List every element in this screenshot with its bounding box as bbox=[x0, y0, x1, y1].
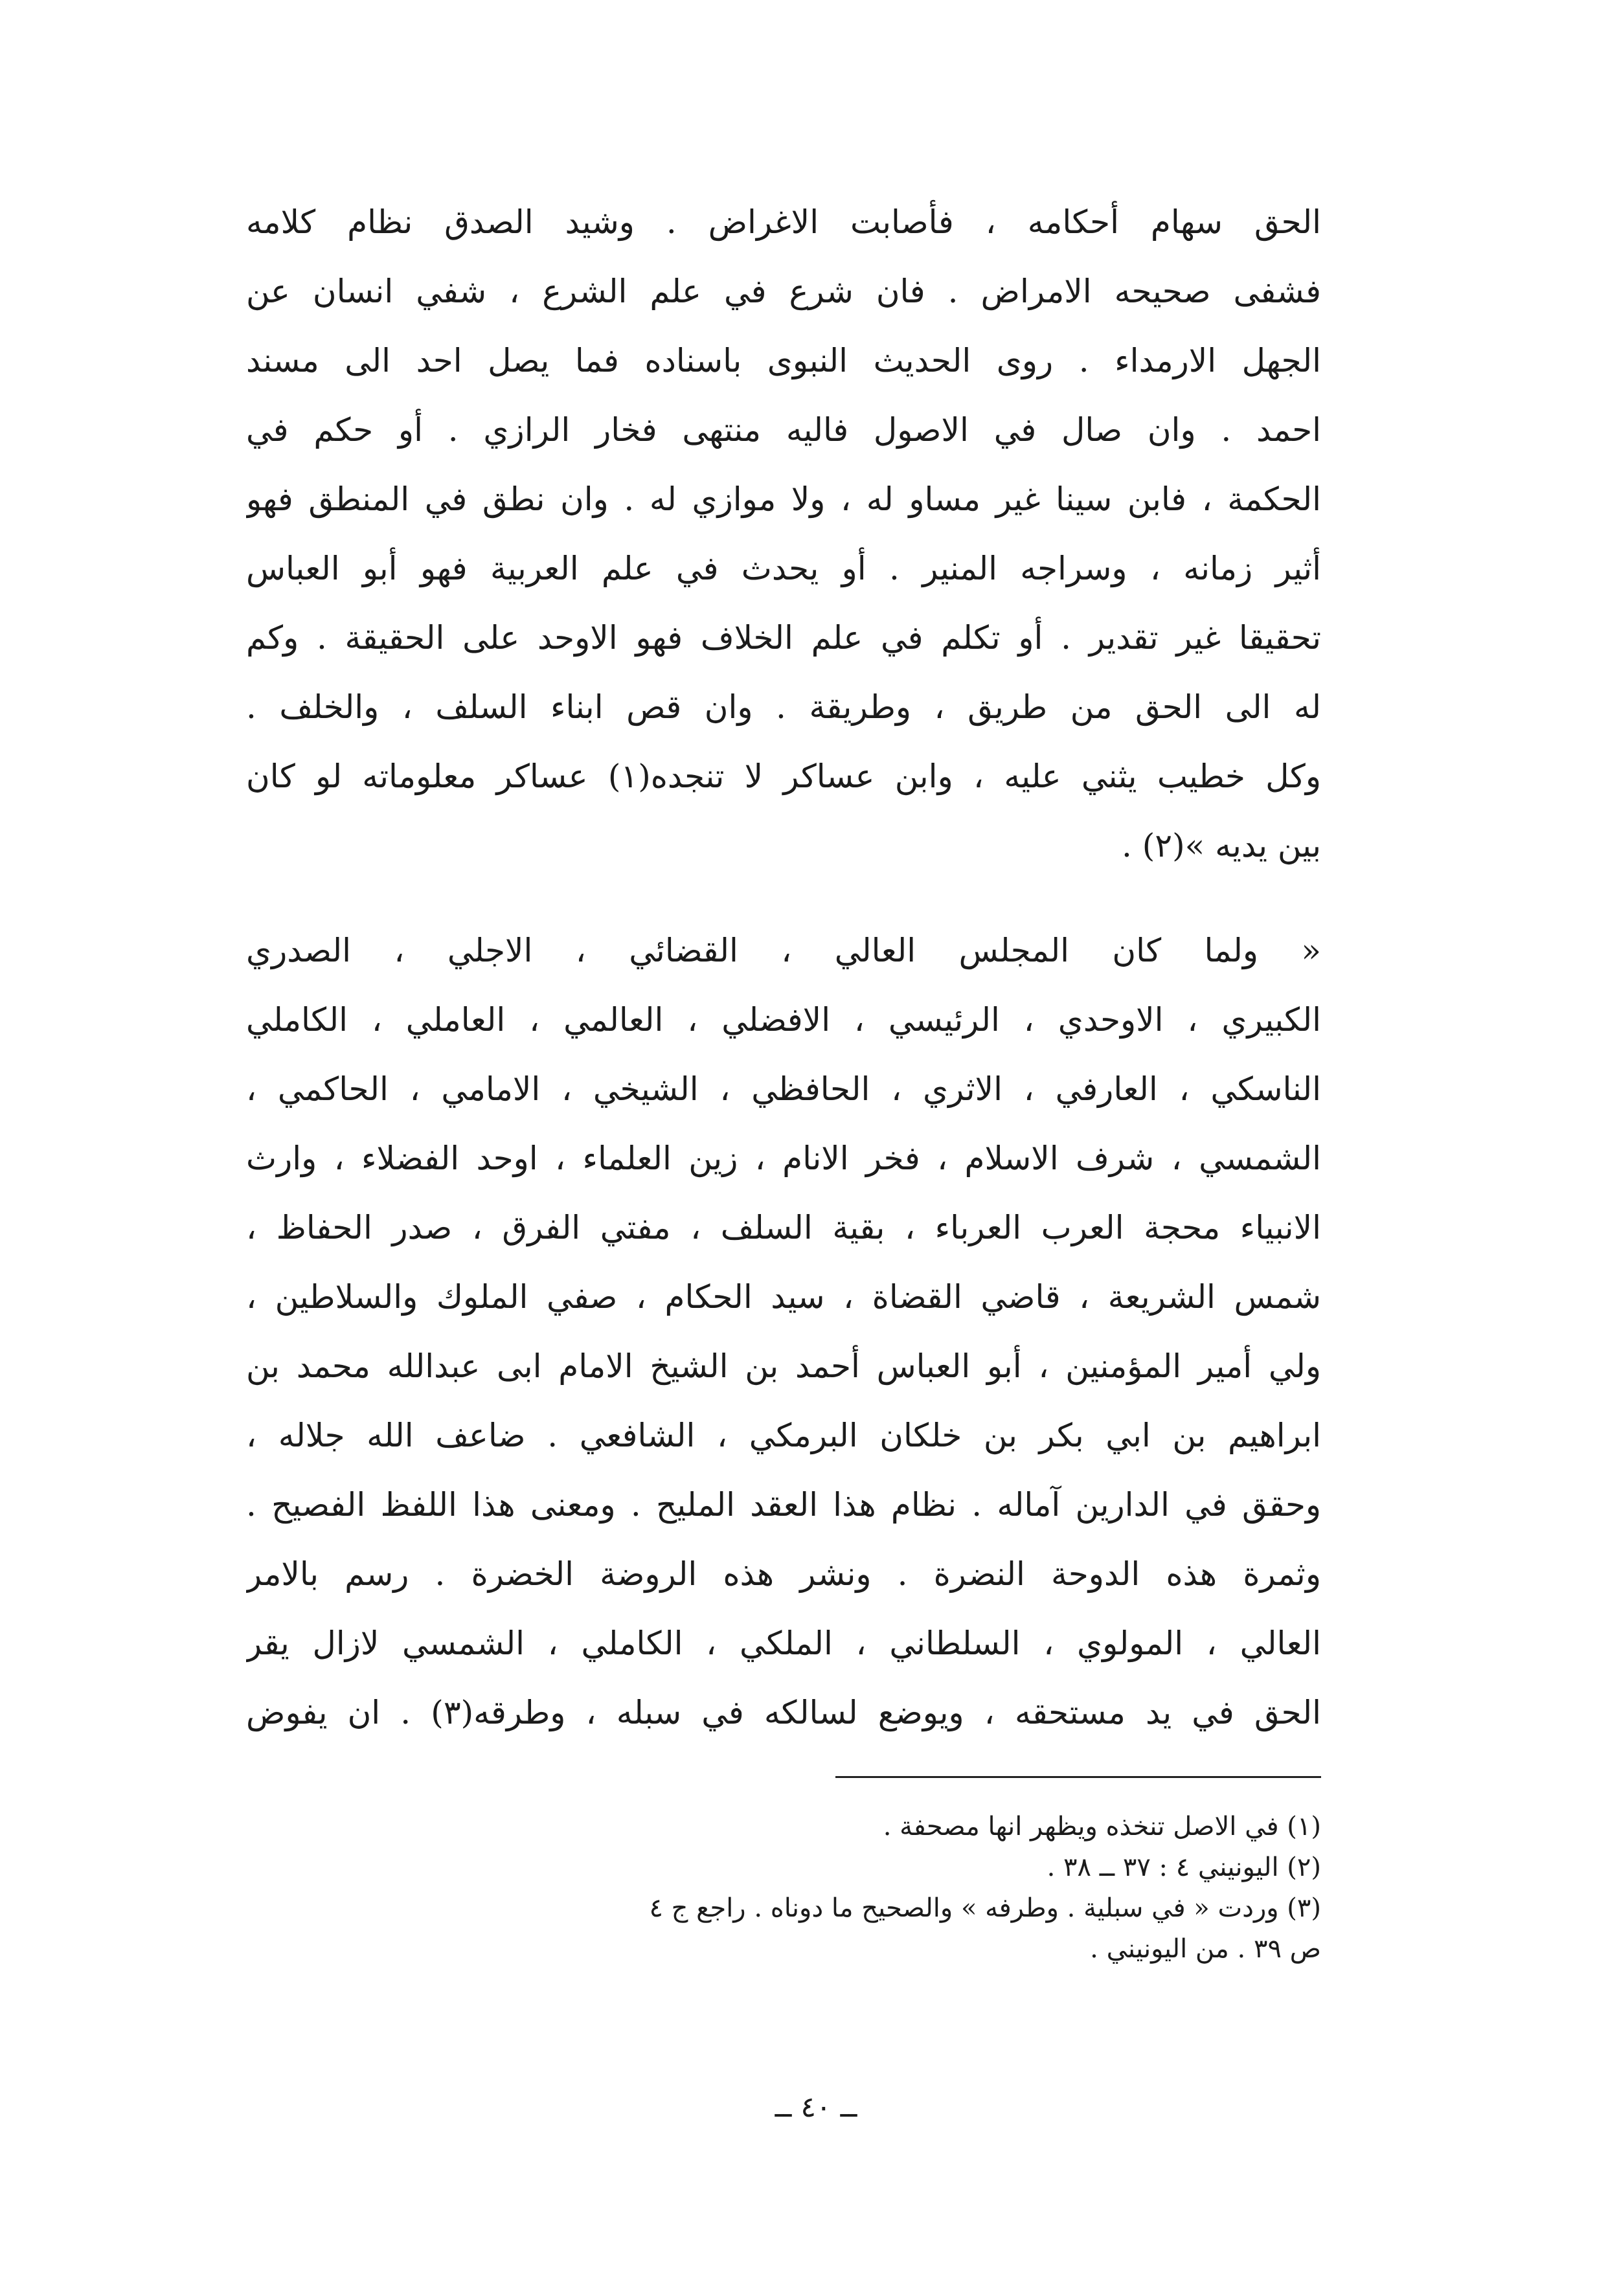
footnote: (٢) اليونيني ٤ : ٣٧ ــ ٣٨ . bbox=[1047, 1852, 1321, 1882]
text-line: الكبيري ، الاوحدي ، الرئيسي ، الافضلي ، العالمي ، العاملي ، الكاملي bbox=[246, 1001, 1321, 1039]
text-line: ولي أمير المؤمنين ، أبو العباس أحمد بن الشيخ الامام ابى عبدالله محمد بن bbox=[246, 1347, 1321, 1385]
text-line: وحقق في الدارين آماله . نظام هذا العقد المليح . ومعنى هذا اللفظ الفصيح . bbox=[246, 1486, 1321, 1524]
text-line: العالي ، المولوي ، السلطاني ، الملكي ، الكاملي ، الشمسي لازال يقر bbox=[246, 1625, 1321, 1662]
page-number: ــ ٤٠ ــ bbox=[775, 2091, 857, 2124]
text-line: الشمسي ، شرف الاسلام ، فخر الانام ، زين العلماء ، اوحد الفضلاء ، وارث bbox=[246, 1140, 1321, 1177]
text-line: الجهل الارمداء . روى الحديث النبوى باسناده فما يصل احد الى مسند bbox=[246, 342, 1321, 379]
text-line: احمد . وان صال في الاصول فاليه منتهى فخار الرازي . أو حكم في bbox=[246, 411, 1321, 449]
text-line: الانبياء محجة العرب العرباء ، بقية السلف ، مفتي الفرق ، صدر الحفاظ ، bbox=[246, 1209, 1321, 1246]
text-line: بين يديه »(٢) . bbox=[1122, 827, 1321, 864]
footnote: ص ٣٩ . من اليونيني . bbox=[1090, 1934, 1321, 1964]
text-line: وثمرة هذه الدوحة النضرة . ونشر هذه الروضة الخضرة . رسم بالامر bbox=[246, 1555, 1321, 1593]
footnote-separator bbox=[835, 1776, 1321, 1778]
text-line: الحكمة ، فابن سينا غير مساو له ، ولا موازي له . وان نطق في المنطق فهو bbox=[246, 480, 1321, 518]
text-line: الحق سهام أحكامه ، فأصابت الاغراض . وشيد الصدق نظام كلامه bbox=[246, 203, 1321, 241]
footnote: (٣) وردت « في سبلية . وطرفه » والصحيح ما دوناه . راجع ج ٤ bbox=[649, 1893, 1321, 1923]
text-line: فشفى صحيحه الامراض . فان شرع في علم الشرع ، شفي انسان عن bbox=[246, 273, 1321, 310]
text-line: تحقيقا غير تقدير . أو تكلم في علم الخلاف فهو الاوحد على الحقيقة . وكم bbox=[246, 619, 1321, 657]
body-paragraph-1 bbox=[246, 188, 1321, 881]
text-line: الحق في يد مستحقه ، ويوضع لسالكه في سبله ، وطرقه(٣) . ان يفوض bbox=[246, 1694, 1321, 1731]
body-paragraph-2 bbox=[246, 916, 1321, 1748]
text-line: أثير زمانه ، وسراجه المنير . أو يحدث في علم العربية فهو أبو العباس bbox=[246, 550, 1321, 587]
text-line: « ولما كان المجلس العالي ، القضائي ، الاجلي ، الصدري bbox=[246, 932, 1321, 969]
footnote: (١) في الاصل تنخذه ويظهر انها مصحفة . bbox=[883, 1812, 1321, 1841]
text-line: الناسكي ، العارفي ، الاثري ، الحافظي ، الشيخي ، الامامي ، الحاكمي ، bbox=[246, 1070, 1321, 1108]
text-line: وكل خطيب يثني عليه ، وابن عساكر لا تنجده(١) عساكر معلوماته لو كان bbox=[246, 758, 1321, 795]
text-line: شمس الشريعة ، قاضي القضاة ، سيد الحكام ، صفي الملوك والسلاطين ، bbox=[246, 1278, 1321, 1316]
text-line: ابراهيم بن ابي بكر بن خلكان البرمكي ، الشافعي . ضاعف الله جلاله ، bbox=[246, 1417, 1321, 1454]
footnotes bbox=[246, 1806, 1321, 1970]
text-line: له الى الحق من طريق ، وطريقة . وان قص ابناء السلف ، والخلف . bbox=[246, 688, 1321, 726]
